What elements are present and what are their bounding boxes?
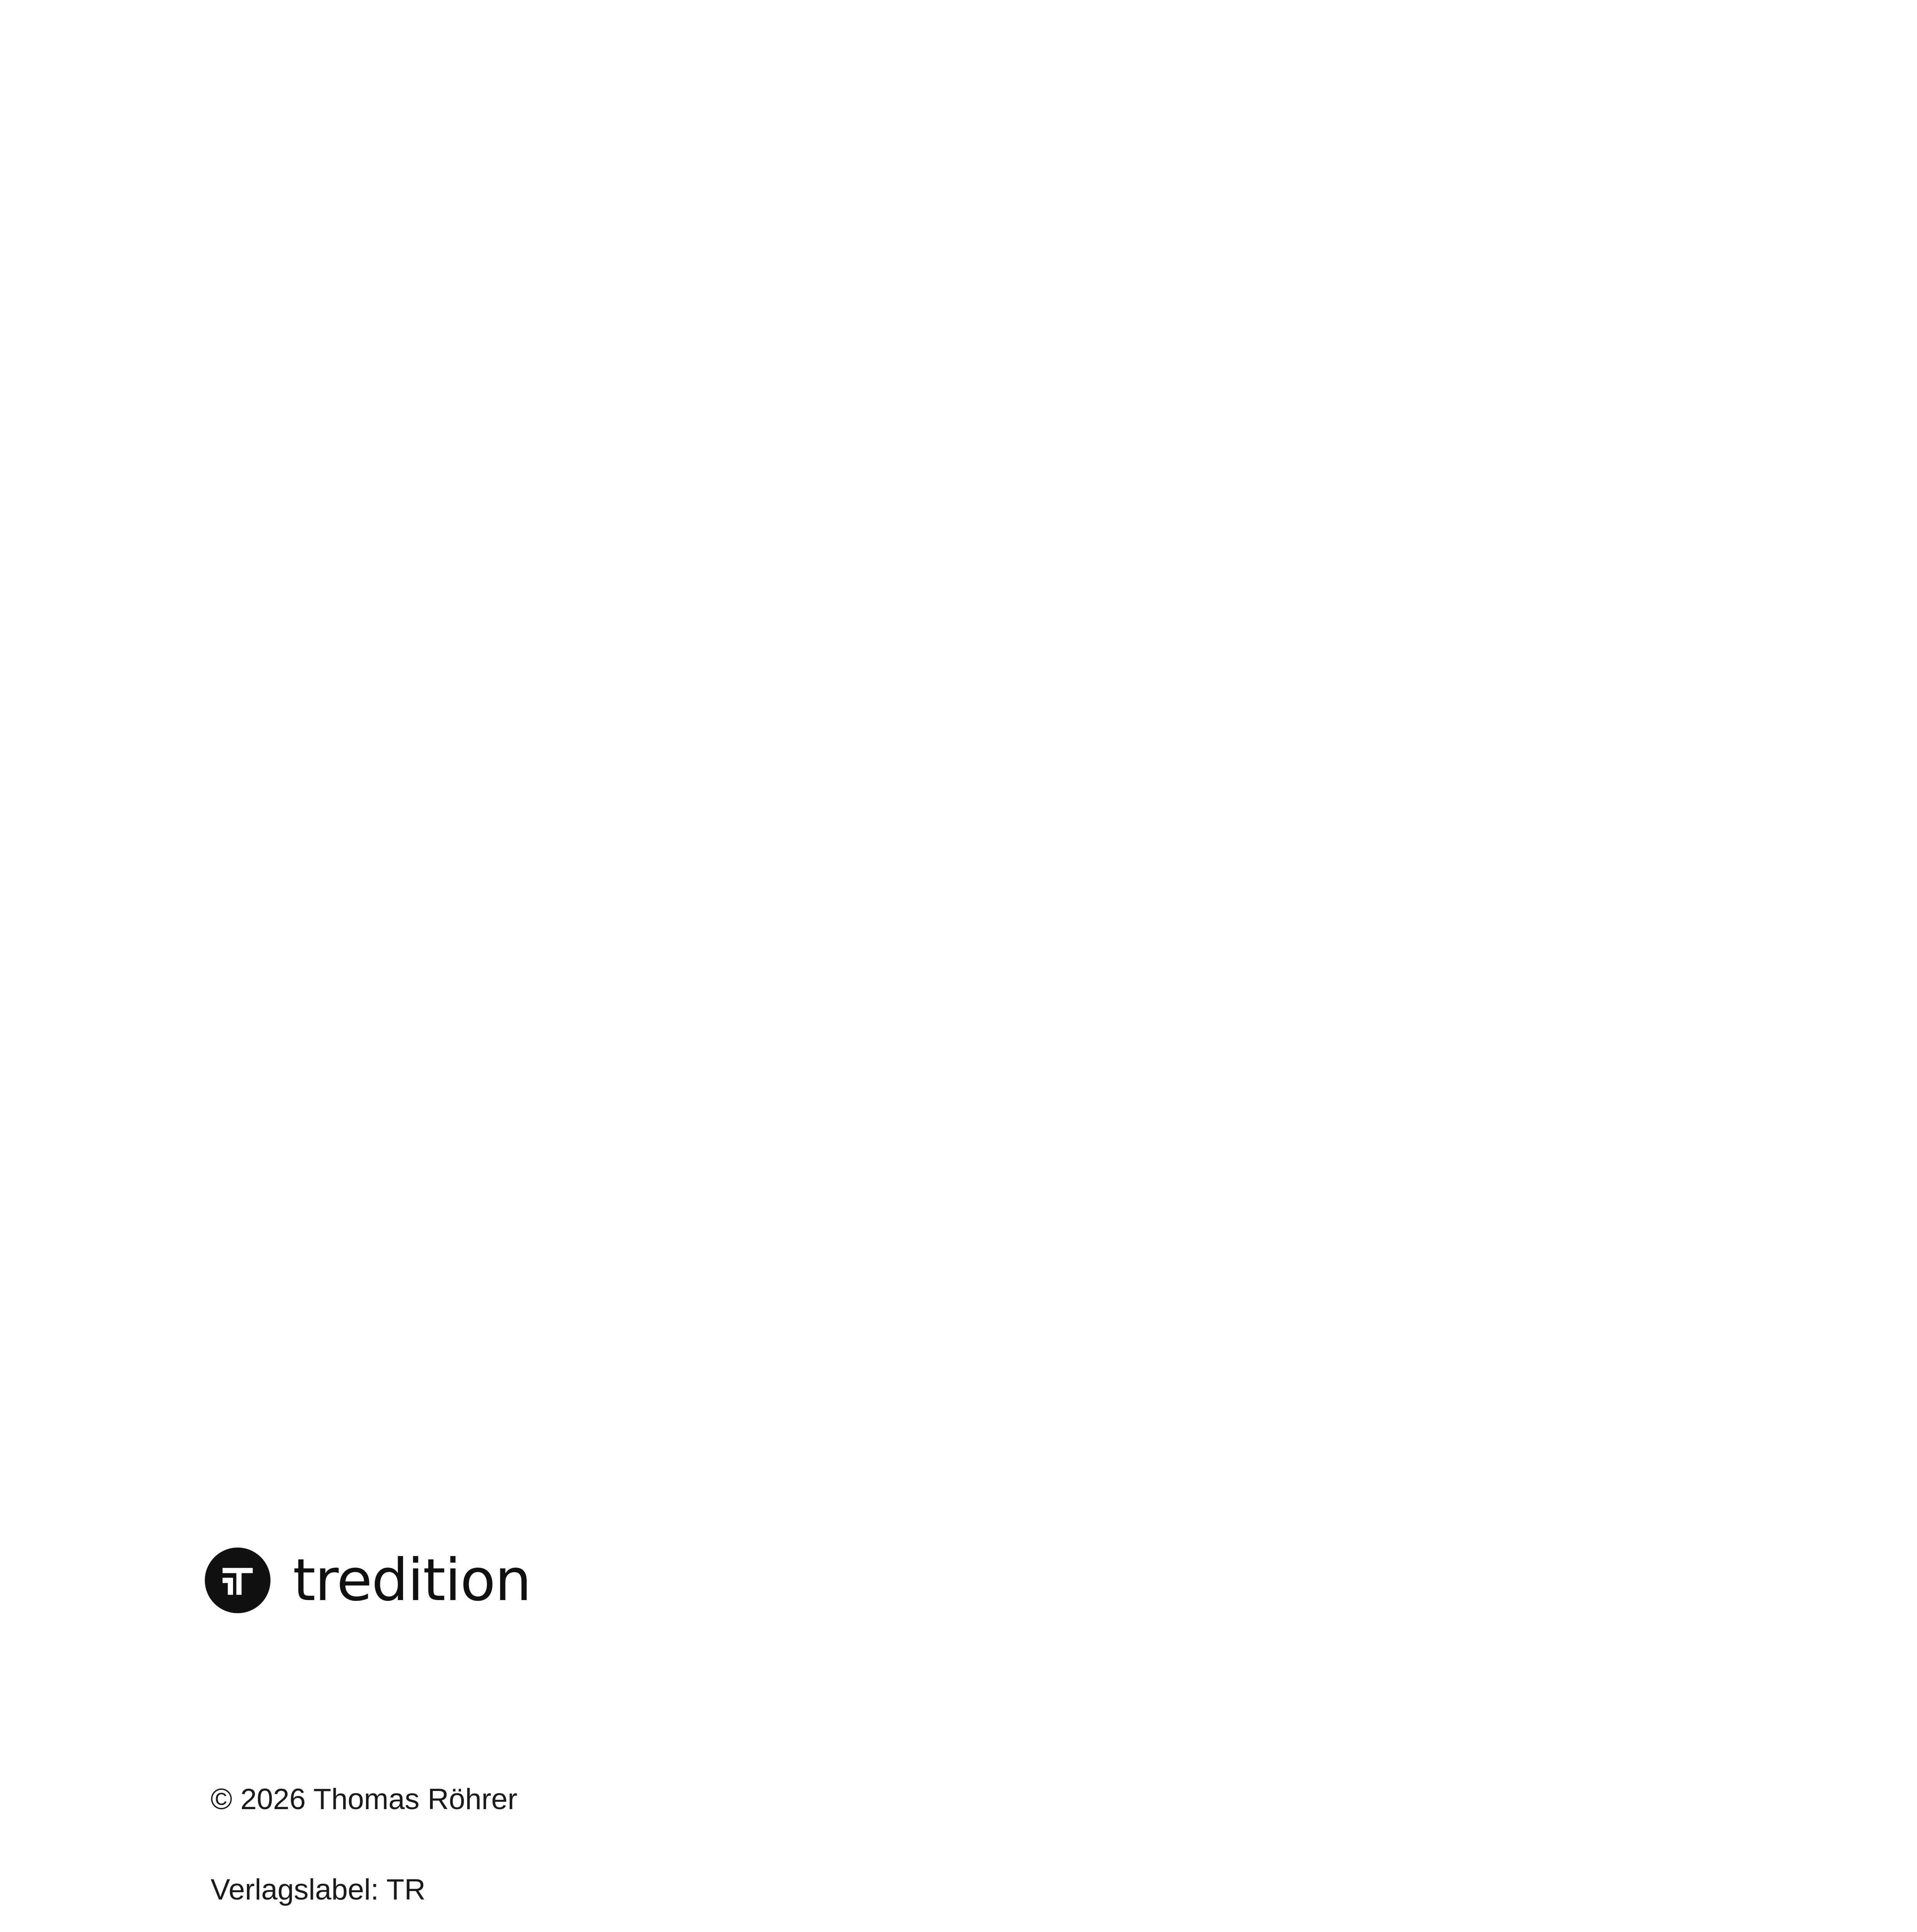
tredition-logo-icon bbox=[205, 1548, 270, 1613]
publisher-logo bbox=[205, 1544, 531, 1617]
publisher-logo-text: tredition bbox=[293, 1547, 531, 1614]
copyright-line: © 2026 Thomas Röhrer bbox=[211, 1783, 517, 1816]
publisher-label-line: Verlagslabel: TR bbox=[211, 1873, 426, 1906]
